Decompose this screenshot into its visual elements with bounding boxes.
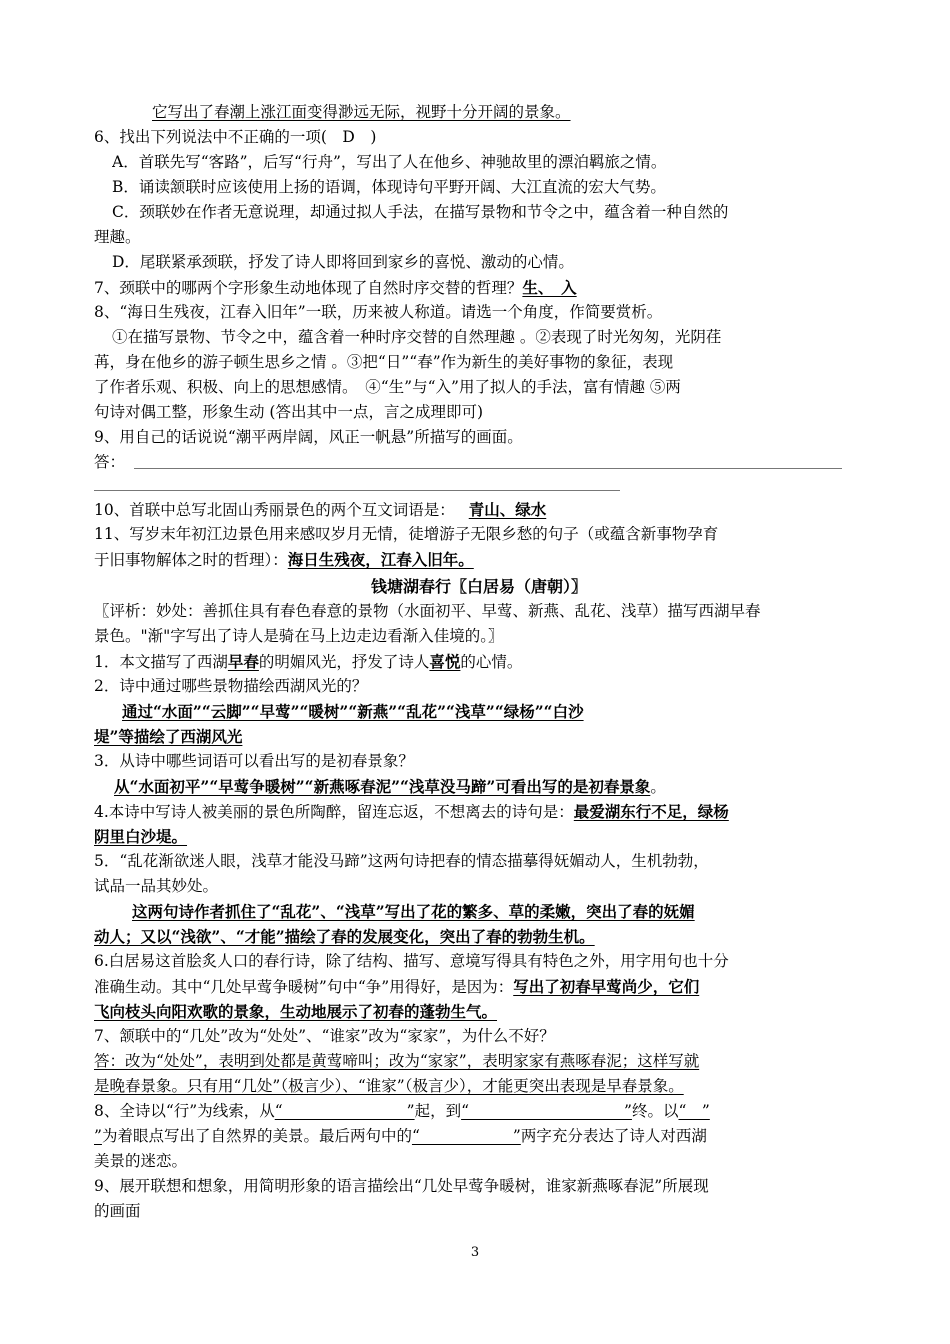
answer-7: 生、 入 [522, 278, 577, 297]
answer-blank-line-2 [94, 490, 620, 491]
q3-answer-line [114, 774, 884, 800]
analysis-line-2: 景色。"渐"字写出了诗人是骑在马上边走边看渐入佳境的。〗 [94, 627, 504, 645]
q3-answer-end: 。 [650, 778, 666, 796]
question-7-text: 7、颈联中的哪两个字形象生动地体现了自然时序交替的哲理？ [94, 279, 523, 297]
q9-cont: 的画面 [94, 1202, 141, 1220]
option-c: C．颈联妙在作者无意说理，却通过拟人手法，在描写景物和节令之中，蕴含着一种自然的 [112, 203, 729, 221]
q1-answer-a: 早春 [227, 652, 259, 671]
q4-text: 4.本诗中写诗人被美丽的景色所陶醉，留连忘返，不想离去的诗句是： [94, 803, 574, 821]
q8-cont [94, 1124, 864, 1149]
answer-8-line-2: 苒，身在他乡的游子顿生思乡之情 。③把“日”“春”作为新生的美好事物的象征，表现 [94, 353, 674, 371]
q1-answer-b: 喜悦 [429, 652, 461, 671]
q4-answer-b: 阴里白沙堤。 [94, 827, 188, 846]
q8-blank-1[interactable]: “ ” [274, 1102, 415, 1120]
q2: 2．诗中通过哪些景物描绘西湖风光的？ [94, 677, 368, 695]
q2-answer-line-1: 通过“水面”“云脚”“早莺”“暖树”“新燕”“乱花”“浅草”“绿杨”“白沙 [122, 702, 584, 721]
q6-answer-a: 写出了初春早莺尚少，它们 [513, 977, 700, 996]
q5-cont: 试品一品其妙处。 [94, 877, 219, 895]
question-10 [94, 497, 864, 523]
q8-blank-4[interactable]: “ ” [411, 1127, 521, 1145]
question-6: 6、找出下列说法中不正确的一项( D ) [94, 128, 377, 146]
q9: 9、展开联想和想象，用简明形象的语言描绘出“几处早莺争暖树，谁家新燕啄春泥”所展现 [94, 1177, 709, 1195]
q6-cont [94, 974, 864, 1000]
q5: 5．“乱花渐欲迷人眼，浅草才能没马蹄”这两句诗把春的情态描摹得妩媚动人，生机勃勃， [94, 852, 709, 870]
question-7 [94, 275, 864, 301]
q8-text-d: 为着眼点写出了自然界的美景。最后两句中的 [101, 1127, 412, 1145]
q4-answer-a: 最爱湖东行不足，绿杨 [573, 802, 729, 821]
answer-9-label: 答： [94, 453, 126, 471]
q1-text-a: 1．本文描写了西湖 [94, 653, 228, 671]
q8-text-b: 起，到 [414, 1102, 462, 1120]
question-11: 11、写岁末年初江边景色用来感叹岁月无情，徒增游子无限乡愁的句子（或蕴含新事物孕育 [94, 525, 719, 543]
answer-8-line-3: 了作者乐观、积极、向上的思想感情。 ④“生”与“入”用了拟人的手法，富有情趣 ⑤两 [94, 378, 681, 396]
q8-blank-3[interactable]: “ ” [678, 1102, 710, 1120]
answer-blank-line-1 [134, 468, 842, 469]
q6-text: 准确生动。其中“几处早莺争暖树”句中“争”用得好，是因为： [94, 978, 514, 996]
q3: 3．从诗中哪些词语可以看出写的是初春景象？ [94, 752, 414, 770]
answer-8-line-1: ①在描写景物、节令之中，蕴含着一种时序交替的自然理趣 。②表现了时光匆匆，光阴荏 [112, 328, 722, 346]
question-11-cont [94, 547, 864, 573]
q8-cont-2: 美景的迷恋。 [94, 1152, 188, 1170]
q7-answer-line-2: 是晚春景象。只有用“几处”（极言少）、“谁家”（极言少），才能更突出表现是早春景象。 [94, 1077, 684, 1095]
q1-text-c: 的心情。 [460, 653, 523, 671]
q8 [94, 1099, 864, 1124]
q5-answer-line-1: 这两句诗作者抓住了“乱花”、“浅草”写出了花的繁多、草的柔嫩，突出了春的妩媚 [132, 902, 695, 921]
option-d: D．尾联紧承颈联，抒发了诗人即将回到家乡的喜悦、激动的心情。 [112, 253, 574, 271]
poem-title: 钱塘湖春行〖白居易（唐朝）〗 [370, 577, 587, 596]
q1-line [94, 649, 864, 675]
answer-line-5: 它写出了春潮上涨江面变得渺远无际，视野十分开阔的景象。 [152, 103, 571, 121]
q5-answer-line-2: 动人；又以“浅欲”、“才能”描绘了春的发展变化，突出了春的勃勃生机。 [94, 927, 595, 946]
q7: 7、颔联中的“几处”改为“处处”、“谁家”改为“家家”，为什么不好？ [94, 1027, 555, 1045]
analysis-line-1: 〖评析：妙处：善抓住具有春色春意的景物（水面初平、早莺、新燕、乱花、浅草）描写西湖早春 [94, 602, 761, 620]
q6: 6.白居易这首脍炙人口的春行诗，除了结构、描写、意境写得具有特色之外，用字用句也十分 [94, 952, 729, 970]
option-c-cont: 理趣。 [94, 228, 141, 246]
answer-8-line-4: 句诗对偶工整，形象生动 (答出其中一点，言之成理即可) [94, 403, 484, 421]
q1-text-b: 的明媚风光，抒发了诗人 [258, 653, 430, 671]
q7-answer-line-1: 答：改为“处处”，表明到处都是黄莺啼叫；改为“家家”，表明家家有燕啄春泥；这样写就 [94, 1052, 700, 1070]
q8-text-e: 两字充分表达了诗人对西湖 [520, 1127, 707, 1145]
page-number: 3 [470, 1245, 480, 1260]
answer-10: 青山、绿水 [468, 500, 547, 519]
question-8: 8、“海日生残夜，江春入旧年”一联，历来被人称道。请选一个角度，作简要赏析。 [94, 303, 663, 321]
q8-text-a: 8、全诗以“行”为线索，从 [94, 1102, 275, 1120]
answer-11: 海日生残夜，江春入旧年。 [287, 550, 474, 569]
question-9: 9、用自己的话说说“潮平两岸阔，风正一帆悬”所描写的画面。 [94, 428, 523, 446]
option-b: B．诵读颔联时应该使用上扬的语调，体现诗句平野开阔、大江直流的宏大气势。 [112, 178, 666, 196]
q3-answer: 从“水面初平”“早莺争暖树”“新燕啄春泥”“浅草没马蹄”可看出写的是初春景象 [114, 777, 651, 796]
q8-blank-2[interactable]: “ ” [461, 1102, 632, 1120]
q8-blank-3-end: ” [94, 1127, 102, 1145]
q8-text-c: 终。以 [631, 1102, 679, 1120]
q4 [94, 799, 864, 825]
option-a: A．首联先写“客路”，后写“行舟”，写出了人在他乡、神驰故里的漂泊羁旅之情。 [112, 153, 667, 171]
q6-answer-b: 飞向枝头向阳欢歌的景象，生动地展示了初春的蓬勃生气。 [94, 1002, 498, 1021]
q2-answer-line-2: 堤”等描绘了西湖风光 [94, 727, 243, 746]
question-11-text: 于旧事物解体之时的哲理）： [94, 551, 288, 569]
question-10-text: 10、首联中总写北固山秀丽景色的两个互文词语是： [94, 501, 455, 519]
